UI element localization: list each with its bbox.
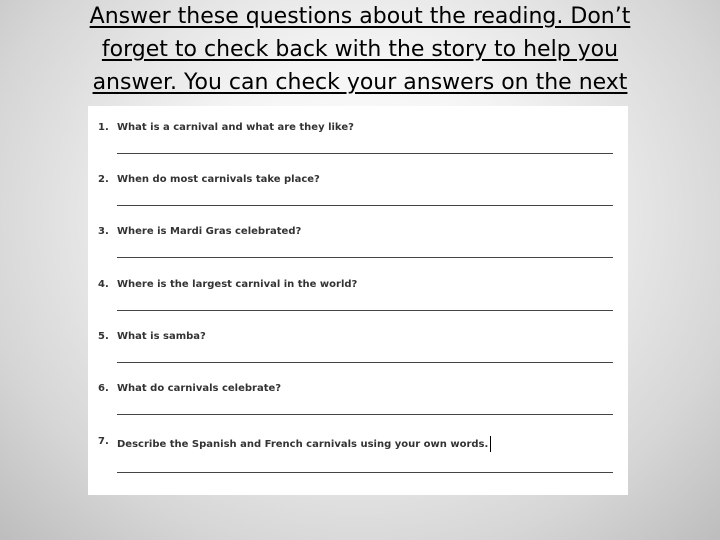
- heading-line: Answer these questions about the reading. Don’t: [89, 4, 631, 29]
- question-number: 1.: [98, 122, 109, 133]
- answer-line: [117, 472, 613, 473]
- question-number: 7.: [98, 436, 109, 447]
- question-3: [88, 210, 628, 262]
- worksheet-image: [88, 106, 628, 495]
- question-4: [88, 263, 628, 315]
- question-text: Describe the Spanish and French carnivals using your own words.: [117, 439, 489, 450]
- question-text: When do most carnivals take place?: [117, 174, 320, 185]
- question-6: [88, 367, 628, 419]
- question-number: 3.: [98, 226, 109, 237]
- question-text: Where is Mardi Gras celebrated?: [117, 226, 302, 237]
- question-text: What is samba?: [117, 331, 206, 342]
- question-number: 6.: [98, 383, 109, 394]
- question-number: 4.: [98, 279, 109, 290]
- answer-line: [117, 257, 613, 258]
- answer-line: [117, 205, 613, 206]
- answer-line: [117, 310, 613, 311]
- answer-line: [117, 153, 613, 154]
- question-number: 2.: [98, 174, 109, 185]
- instructions-heading: [0, 0, 720, 100]
- heading-line: answer. You can check your answers on the next: [92, 70, 628, 95]
- question-5: [88, 315, 628, 367]
- question-number: 5.: [98, 331, 109, 342]
- question-text: What is a carnival and what are they like?: [117, 122, 354, 133]
- question-1: [88, 106, 628, 158]
- answer-line: [117, 414, 613, 415]
- question-2: [88, 158, 628, 210]
- question-text: Where is the largest carnival in the world?: [117, 279, 358, 290]
- text-cursor: [490, 436, 491, 452]
- question-text-wrap: [117, 436, 491, 452]
- question-text: What do carnivals celebrate?: [117, 383, 282, 394]
- question-7: [88, 420, 628, 480]
- answer-line: [117, 362, 613, 363]
- heading-line: forget to check back with the story to help you: [101, 37, 619, 62]
